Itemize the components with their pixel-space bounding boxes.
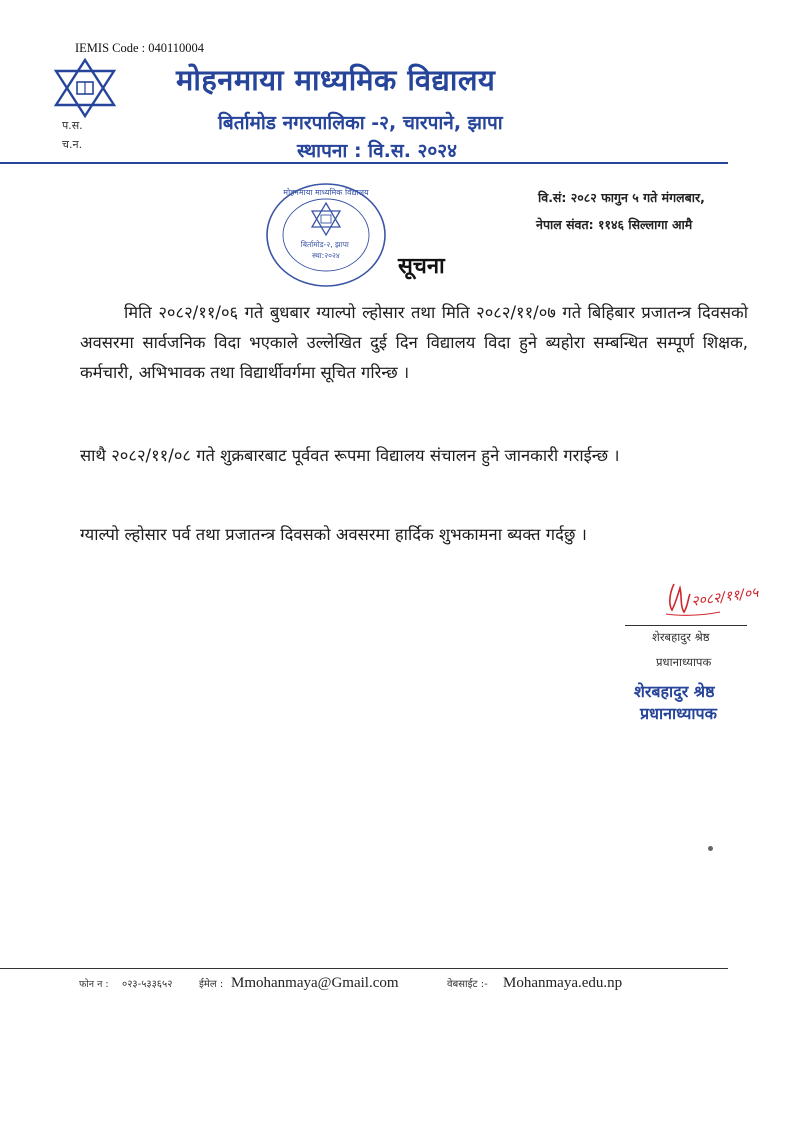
website-url: Mohanmaya.edu.np bbox=[503, 975, 623, 991]
iemis-code: IEMIS Code : 040110004 bbox=[75, 41, 205, 55]
email-label: ईमेल : bbox=[199, 979, 224, 990]
signature-date: २०८२/११/०५ bbox=[690, 584, 760, 610]
signature-line bbox=[625, 625, 747, 626]
school-address: बिर्तामोड नगरपालिका -२, चारपाने, झापा bbox=[218, 112, 503, 134]
signer-name: शेरबहादुर श्रेष्ठ bbox=[652, 630, 710, 644]
svg-text:मोहनमाया माध्यमिक विद्यालय bbox=[283, 187, 369, 197]
name-stamp: शेरबहादुर श्रेष्ठ bbox=[634, 682, 715, 701]
logo-sub-line2: च.न. bbox=[62, 138, 83, 151]
email-address: Mmohanmaya@Gmail.com bbox=[231, 975, 399, 991]
stamp-top-text: मोहनमाया माध्यमिक विद्यालय bbox=[283, 188, 369, 197]
svg-text:बिर्तामोड-२, झापा स्था:२०२ bbox=[301, 240, 351, 260]
footer-divider bbox=[0, 968, 728, 969]
school-logo-icon bbox=[50, 58, 120, 118]
notice-paragraph-1: मिति २०८२/११/०६ गते बुधबार ग्याल्पो ल्होसार तथा मिति २०८२/११/०७ गते बिहिबार प्रजातन्त्र दिवसको अवसरमा सार्वजनिक विदा भएकाले उल्लेखित दुई दिन विद्यालय विदा हुने ब्यहोरा सम्बन्धित सम्पूर्ण शिक्षक, कर्मचारी, अभिभावक तथा विद्यार्थीवर्गमा सूचित गरिन्छ । bbox=[80, 303, 748, 382]
phone-number: ०२३-५३३६५२ bbox=[122, 979, 173, 990]
notice-title: सूचना bbox=[398, 254, 445, 279]
school-stamp bbox=[264, 181, 388, 289]
logo-sub-line1: प.स. bbox=[62, 119, 83, 132]
title-stamp: प्रधानाध्यापक bbox=[640, 704, 717, 723]
stamp-line2: स्था:२०२४ bbox=[312, 251, 340, 260]
website-label: वेबसाईट :- bbox=[447, 979, 488, 990]
school-name: मोहनमाया माध्यमिक विद्यालय bbox=[176, 63, 496, 97]
stamp-line1: बिर्तामोड-२, झापा bbox=[300, 240, 349, 249]
date-bikram-sambat: वि.सं: २०८२ फागुन ५ गते मंगलबार, bbox=[538, 190, 705, 205]
date-nepal-sambat: नेपाल संवत: ११४६ सिल्लागा आमै bbox=[536, 217, 693, 232]
signer-title: प्रधानाध्यापक bbox=[656, 655, 712, 669]
established-year: स्थापना : वि.स. २०२४ bbox=[297, 140, 458, 162]
notice-paragraph-3: ग्याल्पो ल्होसार पर्व तथा प्रजातन्त्र दिवसको अवसरमा हार्दिक शुभकामना ब्यक्त गर्दछु । bbox=[80, 525, 587, 544]
header-divider bbox=[0, 162, 728, 164]
phone-label: फोन न : bbox=[79, 979, 109, 990]
scan-speck bbox=[708, 846, 713, 851]
handwritten-signature bbox=[640, 576, 768, 622]
notice-paragraph-2: साथै २०८२/११/०८ गते शुक्रबारबाट पूर्ववत रूपमा विद्यालय संचालन हुने जानकारी गराईन्छ । bbox=[80, 446, 620, 465]
